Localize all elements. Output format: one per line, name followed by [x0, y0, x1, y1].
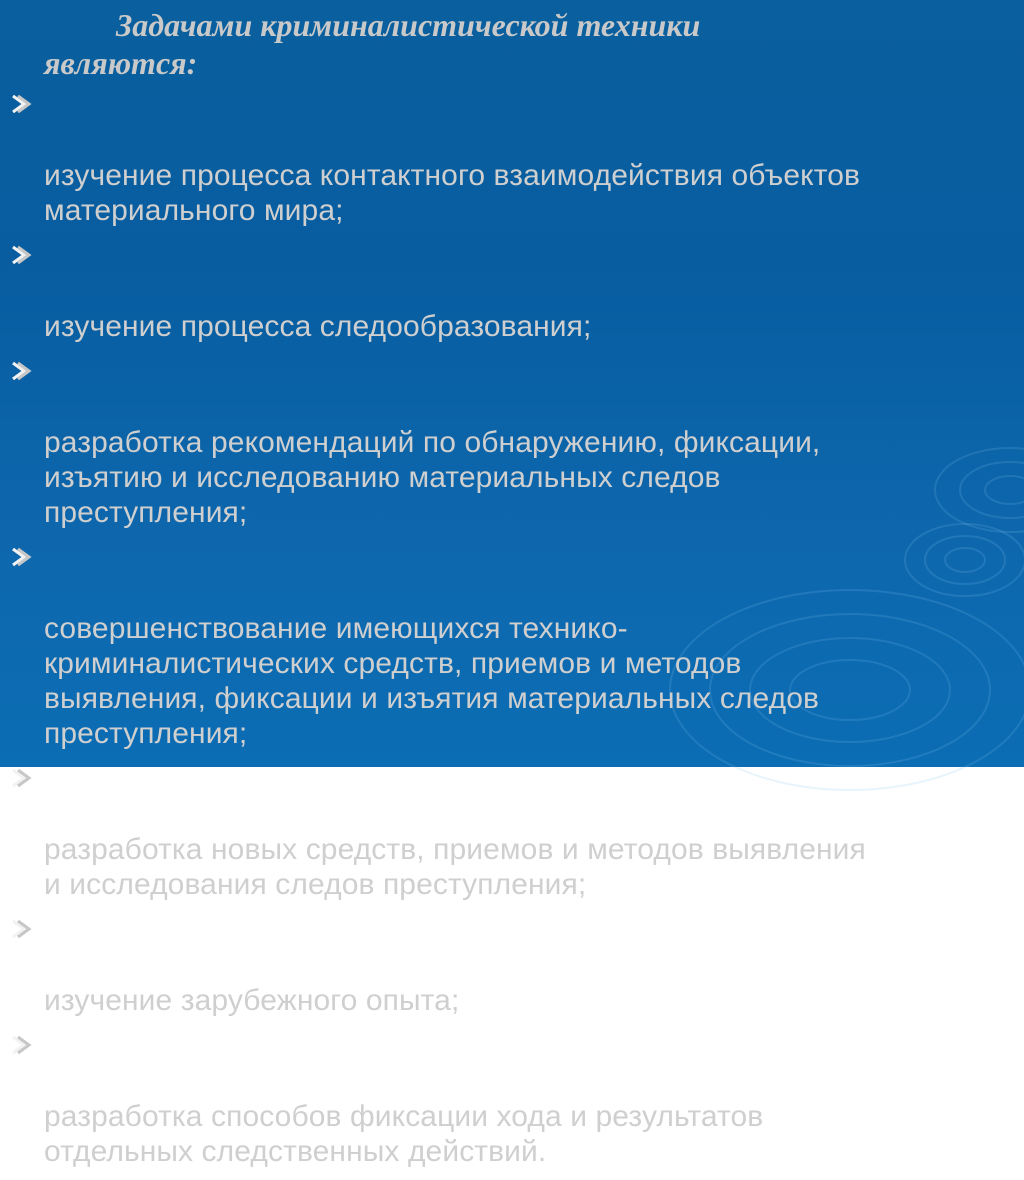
list-item	[0, 355, 1024, 530]
list-item	[0, 1029, 1024, 1169]
list-item-text: совершенствование имеющихся технико- криминалистических средств, приемов и методов выявления, фиксации и изъятия материальных следов преступления;	[44, 612, 820, 750]
chevron-arrow-bullet-icon	[10, 1031, 30, 1059]
title-line-1: Задачами криминалистической техники	[116, 7, 701, 43]
list-item-text: разработка способов фиксации хода и результатов отдельных следственных действий.	[44, 1100, 764, 1168]
list-item-text: разработка новых средств, приемов и методов выявления и исследования следов преступления;	[44, 833, 866, 901]
chevron-arrow-bullet-icon	[10, 241, 30, 269]
title-line-2: являются:	[44, 45, 198, 81]
chevron-arrow-bullet-icon	[10, 764, 30, 792]
chevron-arrow-bullet-icon	[10, 543, 30, 571]
list-item-text: изучение процесса контактного взаимодействия объектов материального мира;	[44, 159, 861, 227]
list-item-text: разработка рекомендаций по обнаружению, фиксации, изъятию и исследованию материальных следов преступления;	[44, 426, 821, 529]
chevron-arrow-bullet-icon	[10, 90, 30, 118]
list-item-text: изучение процесса следообразования;	[44, 310, 592, 343]
chevron-arrow-bullet-icon	[10, 357, 30, 385]
list-item	[0, 541, 1024, 751]
list-item	[0, 762, 1024, 902]
chevron-arrow-bullet-icon	[10, 915, 30, 943]
list-item	[0, 239, 1024, 344]
task-list	[0, 88, 1024, 1180]
list-item	[0, 913, 1024, 1018]
slide-title	[44, 6, 944, 82]
list-item	[0, 88, 1024, 228]
list-item-text: изучение зарубежного опыта;	[44, 984, 460, 1017]
